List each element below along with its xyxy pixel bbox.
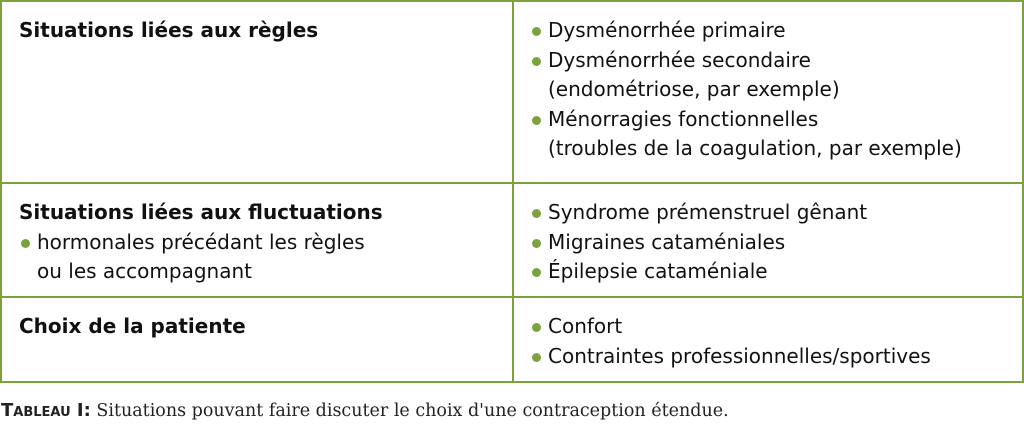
bullet-list [530, 16, 1006, 164]
list-item [530, 16, 1006, 46]
row-3-right-cell [514, 298, 1022, 381]
row-2-left-cell [2, 184, 514, 298]
list-item [530, 105, 1006, 164]
caption-label: Tableau I: [1, 400, 91, 421]
row-2-right-cell [514, 184, 1022, 298]
list-item-line: Dysménorrhée primaire [548, 18, 786, 42]
list-item-line: Confort [548, 314, 623, 338]
list-item [530, 198, 1006, 228]
list-item [19, 228, 496, 287]
list-item [530, 228, 1006, 258]
list-item-line: ou les accompagnant [37, 259, 252, 283]
bullet-list [19, 228, 496, 287]
row-1-right-cell [514, 2, 1022, 184]
row-heading: Choix de la patiente [19, 314, 246, 338]
list-item-line: hormonales précédant les règles [37, 229, 365, 254]
list-item-line: (endométriose, par exemple) [548, 77, 840, 101]
list-item-line: (troubles de la coagulation, par exemple) [548, 136, 962, 160]
caption-text: Situations pouvant faire discuter le choix d'une contraception étendue. [90, 401, 729, 421]
list-item [530, 312, 1006, 342]
list-item-line: Ménorragies fonctionnelles [548, 106, 819, 131]
row-heading: Situations liées aux règles [19, 18, 319, 42]
list-item-line: Migraines cataméniales [548, 229, 786, 254]
table-caption [1, 400, 729, 421]
bullet-list [530, 198, 1006, 287]
bullet-list [530, 312, 1006, 371]
row-3-left-cell [2, 298, 514, 381]
row-1-left-cell [2, 2, 514, 184]
row-heading: Situations liées aux fluctuations [19, 200, 383, 224]
list-item [530, 342, 1006, 372]
list-item [530, 46, 1006, 105]
list-item [530, 257, 1006, 287]
list-item-line: Épilepsie cataméniale [548, 259, 768, 283]
list-item-line: Syndrome prémenstruel gênant [548, 200, 868, 224]
list-item-line: Dysménorrhée secondaire [548, 47, 811, 72]
list-item-line: Contraintes professionnelles/sportives [548, 343, 931, 368]
